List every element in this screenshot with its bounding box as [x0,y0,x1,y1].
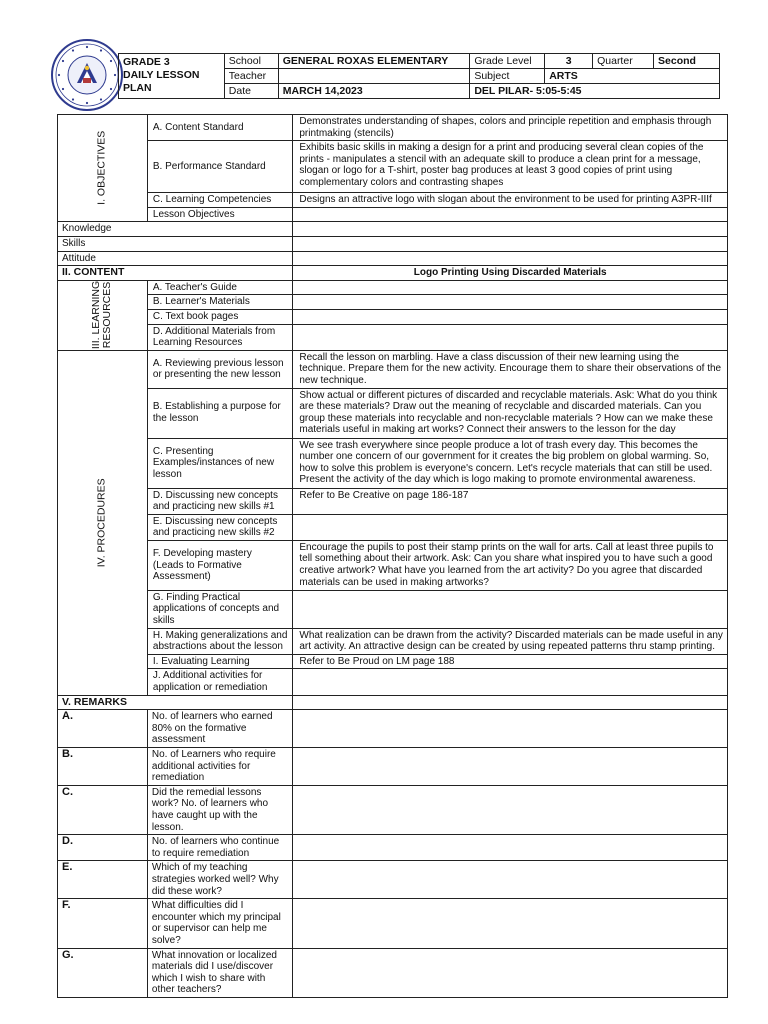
remark-b-text: No. of Learners who require additional activities for remediation [147,748,292,786]
procedure-c-text: We see trash everywhere since people produce a lot of trash every day. This becomes the number one concern of our government for it creates the big problem on global warming. So, how to solve this problem is everyone's concern. Let's recycle materials that can still be used. Present the activity of the day which is logo making to promote environmental awareness. [293,438,728,488]
procedure-a-text: Recall the lesson on marbling. Have a class discussion of their new learning using the technique. Prepare them for the new activity. Encourage them to share their observations of the new technique. [293,350,728,388]
content-standard-text: Demonstrates understanding of shapes, colors and principle repetition and emphasis through printmaking (stencils) [293,115,728,141]
lesson-objectives-label: Lesson Objectives [147,207,292,222]
procedure-j-text [293,669,728,695]
procedures-section-title [58,350,148,695]
remark-a-letter: A. [58,710,148,748]
learners-materials-value [293,295,728,310]
remark-d-value [293,835,728,861]
grade-label: GRADE 3 [123,56,170,68]
content-standard-label: A. Content Standard [147,115,292,141]
remark-b-value [293,748,728,786]
additional-materials-value [293,324,728,350]
performance-standard-text: Exhibits basic skills in making a design for a print and producing several clean copies of the prints - manipulates a stencil with an adequate skill to produce a clean print for a message, slogan or logo for a T-shirt, poster bag produces at least 3 good copies of print using complementary colors and contrasting shapes [293,141,728,193]
procedure-h-text: What realization can be drawn from the activity? Discarded materials can be made useful in any art activity. An attractive design can be created by using repeated patterns thru stamp printing. [293,628,728,654]
school-label: School [224,54,278,69]
remark-c-text: Did the remedial lessons work? No. of learners who have caught up with the lesson. [147,785,292,834]
text-book-pages-label: C. Text book pages [147,309,292,324]
attitude-label: Attitude [58,251,293,266]
procedures-title-text: IV. PROCEDURES [95,478,108,568]
performance-standard-label: B. Performance Standard [147,141,292,193]
procedure-h-label: H. Making generalizations and abstractions about the lesson [147,628,292,654]
procedure-b-label: B. Establishing a purpose for the lesson [147,388,292,438]
procedure-f-text: Encourage the pupils to post their stamp prints on the wall for arts. Call at least three pupils to tell something about their artwork. Ask: Can you share what inspired you to have such a good creative artwork? What have you learned from the art activity? Do you agree that discarded materials can be used in making artworks? [293,540,728,590]
deped-seal-logo [50,38,124,112]
remark-f-value [293,899,728,948]
grade-plan-cell [119,54,225,99]
remark-f-letter: F. [58,899,148,948]
procedure-e-text [293,514,728,540]
objectives-title-text: I. OBJECTIVES [95,131,108,206]
school-value: GENERAL ROXAS ELEMENTARY [278,54,470,69]
remark-g-text: What innovation or localized materials did I use/discover which I wish to share with other teachers? [147,948,292,997]
learning-resources-title-text: III. LEARNING RESOURCES [90,280,114,350]
lesson-objectives-value [293,207,728,222]
remarks-section-title: V. REMARKS [58,695,293,710]
remark-a-text: No. of learners who earned 80% on the formative assessment [147,710,292,748]
remarks-title-value [293,695,728,710]
quarter-label: Quarter [593,54,654,69]
procedure-e-label: E. Discussing new concepts and practicing new skills #2 [147,514,292,540]
objectives-section-title [58,115,148,222]
remark-e-text: Which of my teaching strategies worked well? Why did these work? [147,861,292,899]
procedure-j-label: J. Additional activities for application or remediation [147,669,292,695]
learning-resources-section-title [58,280,148,350]
teachers-guide-value [293,280,728,295]
plan-label-line2: PLAN [123,82,152,94]
knowledge-value [293,222,728,237]
section-time-value: DEL PILAR- 5:05-5:45 [470,84,720,99]
grade-level-value: 3 [545,54,593,69]
text-book-pages-value [293,309,728,324]
date-value: MARCH 14,2023 [278,84,470,99]
procedure-g-text [293,590,728,628]
remark-g-value [293,948,728,997]
procedure-g-label: G. Finding Practical applications of concepts and skills [147,590,292,628]
subject-value: ARTS [545,69,720,84]
remark-c-value [293,785,728,834]
remark-e-letter: E. [58,861,148,899]
teacher-value [278,69,470,84]
quarter-value: Second [654,54,720,69]
remark-d-text: No. of learners who continue to require remediation [147,835,292,861]
subject-label: Subject [470,69,545,84]
skills-value [293,236,728,251]
procedure-c-label: C. Presenting Examples/instances of new lesson [147,438,292,488]
learning-competencies-text: Designs an attractive logo with slogan about the environment to be used for printing A3PR-IIIf [293,193,728,208]
procedure-f-label: F. Developing mastery (Leads to Formative Assessment) [147,540,292,590]
remark-b-letter: B. [58,748,148,786]
remark-d-letter: D. [58,835,148,861]
plan-label-line1: DAILY LESSON [123,69,200,81]
procedure-i-label: I. Evaluating Learning [147,654,292,669]
remark-f-text: What difficulties did I encounter which my principal or supervisor can help me solve? [147,899,292,948]
remark-c-letter: C. [58,785,148,834]
additional-materials-label: D. Additional Materials from Learning Resources [147,324,292,350]
procedure-d-label: D. Discussing new concepts and practicing new skills #1 [147,488,292,514]
lesson-plan-body [57,114,728,998]
remark-e-value [293,861,728,899]
remark-g-letter: G. [58,948,148,997]
procedure-i-text: Refer to Be Proud on LM page 188 [293,654,728,669]
knowledge-label: Knowledge [58,222,293,237]
content-topic: Logo Printing Using Discarded Materials [293,266,728,281]
learning-competencies-label: C. Learning Competencies [147,193,292,208]
procedure-d-text: Refer to Be Creative on page 186-187 [293,488,728,514]
learners-materials-label: B. Learner's Materials [147,295,292,310]
procedure-a-label: A. Reviewing previous lesson or presenting the new lesson [147,350,292,388]
content-section-title: II. CONTENT [58,266,293,281]
teacher-label: Teacher [224,69,278,84]
remark-a-value [293,710,728,748]
skills-label: Skills [58,236,293,251]
attitude-value [293,251,728,266]
lesson-plan-header [118,53,720,99]
date-label: Date [224,84,278,99]
grade-level-label: Grade Level [470,54,545,69]
procedure-b-text: Show actual or different pictures of discarded and recyclable materials. Ask: What do you think are these materials? Draw out the meaning of recyclable and discarded materials. Can you group these materials into recyclable and non-recyclable materials ? How can we make these materials useful in making art works? Connect their answers to the lesson for the day [293,388,728,438]
teachers-guide-label: A. Teacher's Guide [147,280,292,295]
